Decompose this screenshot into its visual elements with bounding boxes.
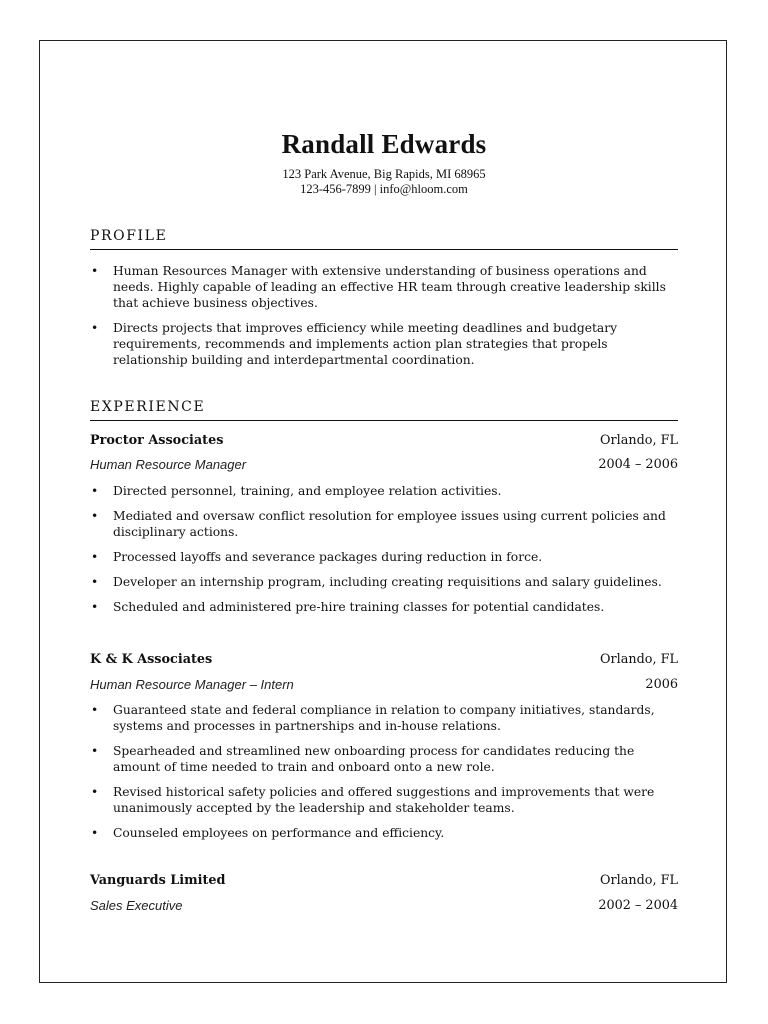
list-item [90, 263, 678, 311]
job-header-row [90, 651, 678, 669]
resume-name: Randall Edwards [281, 129, 487, 159]
job-bullets [90, 483, 678, 624]
job-bullets [90, 702, 678, 850]
job-location: Orlando, FL [600, 873, 678, 888]
bullet-text: Spearheaded and streamlined new onboarding process for candidates reducing the amount of time needed to train and onboard onto a new role. [113, 744, 635, 774]
bullet-icon: • [91, 703, 99, 717]
bullet-text: Human Resources Manager with extensive understanding of business operations and needs. Highly capable of leading an effective HR team through creative leadership skills that achieve business objectives. [113, 264, 666, 310]
job-title: Sales Executive [90, 898, 183, 913]
company-name: Proctor Associates [90, 433, 224, 448]
bullet-text: Guaranteed state and federal compliance in relation to company initiatives, standards, systems and processes in partnerships and in-house relations. [113, 703, 655, 733]
job-title-row [90, 676, 678, 694]
list-item [90, 702, 678, 734]
list-item [90, 784, 678, 816]
job-header-row [90, 872, 678, 890]
job-title-row [90, 456, 678, 474]
job-location: Orlando, FL [600, 433, 678, 448]
job-location: Orlando, FL [600, 652, 678, 667]
list-item [90, 743, 678, 775]
list-item [90, 825, 678, 841]
job-dates: 2004 – 2006 [598, 457, 678, 472]
list-item [90, 508, 678, 540]
bullet-text: Mediated and oversaw conflict resolution for employee issues using current policies and disciplinary actions. [113, 509, 666, 539]
list-item [90, 320, 678, 368]
bullet-icon: • [91, 321, 99, 335]
contact-phone-email: 123-456-7899 | info@hloom.com [300, 182, 468, 196]
company-name: K & K Associates [90, 652, 213, 667]
bullet-icon: • [91, 600, 99, 614]
resume-page [39, 40, 727, 983]
job-title: Human Resource Manager [90, 457, 247, 472]
job-title-row [90, 897, 678, 915]
job-header-row [90, 432, 678, 450]
bullet-icon: • [91, 826, 99, 840]
list-item [90, 483, 678, 499]
profile-list [90, 263, 678, 377]
bullet-text: Developer an internship program, including creating requisitions and salary guidelines. [113, 575, 662, 589]
bullet-text: Processed layoffs and severance packages during reduction in force. [113, 550, 543, 564]
bullet-text: Scheduled and administered pre-hire training classes for potential candidates. [113, 600, 605, 614]
bullet-icon: • [91, 575, 99, 589]
bullet-icon: • [91, 550, 99, 564]
job-dates: 2006 [645, 677, 678, 692]
bullet-icon: • [91, 744, 99, 758]
job-dates: 2002 – 2004 [598, 898, 678, 913]
bullet-icon: • [91, 785, 99, 799]
bullet-text: Revised historical safety policies and offered suggestions and improvements that were unanimously accepted by the leadership and stakeholder teams. [113, 785, 655, 815]
bullet-text: Counseled employees on performance and efficiency. [113, 826, 445, 840]
experience-heading: EXPERIENCE [90, 397, 678, 421]
list-item [90, 599, 678, 615]
bullet-icon: • [91, 509, 99, 523]
contact-address: 123 Park Avenue, Big Rapids, MI 68965 [282, 167, 486, 181]
list-item [90, 574, 678, 590]
list-item [90, 549, 678, 565]
profile-heading: PROFILE [90, 226, 678, 250]
bullet-text: Directed personnel, training, and employee relation activities. [113, 484, 502, 498]
bullet-icon: • [91, 264, 99, 278]
bullet-icon: • [91, 484, 99, 498]
company-name: Vanguards Limited [90, 873, 226, 888]
job-title: Human Resource Manager – Intern [90, 677, 294, 692]
bullet-text: Directs projects that improves efficiency while meeting deadlines and budgetary requirements, recommends and implements action plan strategies that propels relationship building and interdepartmental coordination. [113, 321, 618, 367]
